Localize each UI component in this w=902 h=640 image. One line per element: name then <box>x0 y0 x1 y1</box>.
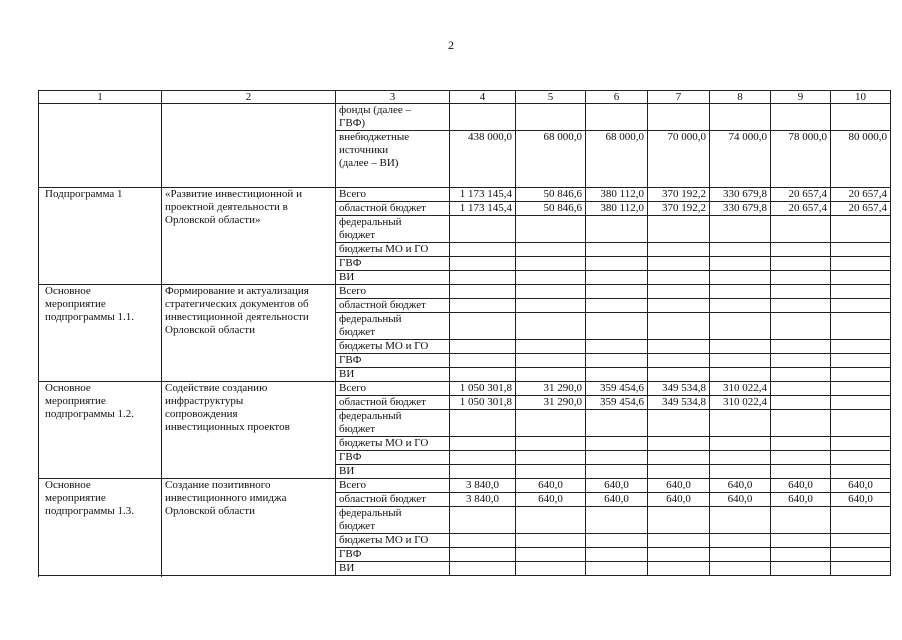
funding-source-label: областной бюджет <box>336 202 450 216</box>
value-cell: 380 112,0 <box>586 188 648 202</box>
value-cell <box>771 410 831 437</box>
funding-source-label: областной бюджет <box>336 396 450 410</box>
value-cell: 1 050 301,8 <box>450 382 516 396</box>
funding-source-label: ГВФ <box>336 257 450 271</box>
value-cell: 640,0 <box>771 479 831 493</box>
value-cell: 330 679,8 <box>710 188 771 202</box>
value-cell: 68 000,0 <box>586 131 648 188</box>
value-cell <box>586 368 648 382</box>
table-row <box>39 104 891 131</box>
value-cell <box>831 299 891 313</box>
value-cell <box>516 507 586 534</box>
value-cell <box>831 562 891 576</box>
value-cell <box>516 465 586 479</box>
column-header: 1 <box>39 91 162 104</box>
value-cell: 74 000,0 <box>710 131 771 188</box>
value-cell <box>516 437 586 451</box>
table-row <box>39 285 891 299</box>
value-cell <box>771 299 831 313</box>
value-cell <box>771 451 831 465</box>
value-cell <box>771 257 831 271</box>
value-cell <box>710 548 771 562</box>
column-header: 2 <box>162 91 336 104</box>
value-cell <box>648 340 710 354</box>
funding-source-label: федеральный бюджет <box>336 410 450 437</box>
value-cell <box>771 396 831 410</box>
value-cell <box>648 313 710 340</box>
column-header: 5 <box>516 91 586 104</box>
value-cell <box>831 340 891 354</box>
value-cell <box>710 271 771 285</box>
funding-source-label: Всего <box>336 285 450 299</box>
value-cell <box>648 271 710 285</box>
value-cell <box>586 410 648 437</box>
value-cell <box>516 216 586 243</box>
value-cell <box>648 465 710 479</box>
value-cell <box>831 243 891 257</box>
value-cell <box>516 368 586 382</box>
value-cell <box>450 548 516 562</box>
value-cell: 380 112,0 <box>586 202 648 216</box>
value-cell <box>831 534 891 548</box>
program-description-cell: Создание позитивного инвестиционного имиджа Орловской области <box>162 479 336 576</box>
value-cell <box>710 534 771 548</box>
value-cell <box>648 534 710 548</box>
value-cell <box>450 285 516 299</box>
value-cell <box>831 285 891 299</box>
value-cell <box>710 340 771 354</box>
value-cell <box>586 243 648 257</box>
value-cell <box>710 354 771 368</box>
value-cell <box>450 507 516 534</box>
value-cell <box>450 451 516 465</box>
page-number: 2 <box>448 38 454 52</box>
column-header: 9 <box>771 91 831 104</box>
funding-source-label: областной бюджет <box>336 299 450 313</box>
value-cell <box>648 368 710 382</box>
value-cell: 78 000,0 <box>771 131 831 188</box>
value-cell <box>771 368 831 382</box>
value-cell: 330 679,8 <box>710 202 771 216</box>
value-cell: 50 846,6 <box>516 188 586 202</box>
column-header: 8 <box>710 91 771 104</box>
value-cell <box>586 437 648 451</box>
value-cell <box>586 451 648 465</box>
value-cell <box>771 216 831 243</box>
value-cell <box>450 243 516 257</box>
value-cell: 1 173 145,4 <box>450 188 516 202</box>
value-cell <box>648 257 710 271</box>
value-cell <box>586 299 648 313</box>
value-cell <box>450 354 516 368</box>
value-cell: 20 657,4 <box>771 202 831 216</box>
value-cell <box>648 243 710 257</box>
value-cell <box>831 257 891 271</box>
value-cell <box>831 271 891 285</box>
value-cell <box>831 368 891 382</box>
funding-source-label: Всего <box>336 188 450 202</box>
value-cell <box>586 548 648 562</box>
value-cell: 80 000,0 <box>831 131 891 188</box>
value-cell <box>831 548 891 562</box>
value-cell: 31 290,0 <box>516 396 586 410</box>
value-cell: 68 000,0 <box>516 131 586 188</box>
value-cell <box>450 562 516 576</box>
value-cell <box>450 340 516 354</box>
value-cell <box>710 285 771 299</box>
value-cell <box>586 465 648 479</box>
value-cell <box>586 354 648 368</box>
funding-source-label: ВИ <box>336 368 450 382</box>
funding-source-label: ГВФ <box>336 354 450 368</box>
value-cell <box>710 451 771 465</box>
value-cell <box>516 299 586 313</box>
program-name-cell: Основное мероприятие подпрограммы 1.3. <box>39 479 162 576</box>
program-description-cell: «Развитие инвестиционной и проектной деятельности в Орловской области» <box>162 188 336 285</box>
value-cell <box>648 216 710 243</box>
value-cell <box>516 243 586 257</box>
value-cell <box>648 548 710 562</box>
value-cell <box>831 216 891 243</box>
funding-source-label: федеральный бюджет <box>336 216 450 243</box>
value-cell <box>771 465 831 479</box>
funding-source-label: ГВФ <box>336 548 450 562</box>
value-cell: 640,0 <box>831 493 891 507</box>
value-cell <box>516 257 586 271</box>
value-cell <box>771 271 831 285</box>
value-cell <box>771 382 831 396</box>
value-cell <box>516 534 586 548</box>
program-description-cell: Содействие созданию инфраструктуры сопровождения инвестиционных проектов <box>162 382 336 479</box>
value-cell <box>586 257 648 271</box>
program-name-cell: Основное мероприятие подпрограммы 1.2. <box>39 382 162 479</box>
value-cell <box>831 313 891 340</box>
value-cell <box>648 437 710 451</box>
value-cell: 640,0 <box>710 479 771 493</box>
value-cell <box>831 396 891 410</box>
funding-source-label: Всего <box>336 479 450 493</box>
value-cell: 20 657,4 <box>831 188 891 202</box>
value-cell <box>450 437 516 451</box>
value-cell <box>710 507 771 534</box>
value-cell <box>831 354 891 368</box>
value-cell <box>586 534 648 548</box>
value-cell <box>648 354 710 368</box>
funding-source-label: фонды (далее – ГВФ) <box>336 104 450 131</box>
value-cell: 640,0 <box>648 479 710 493</box>
value-cell <box>586 507 648 534</box>
funding-source-label: ВИ <box>336 465 450 479</box>
value-cell: 640,0 <box>516 493 586 507</box>
value-cell <box>450 271 516 285</box>
value-cell <box>771 562 831 576</box>
value-cell <box>648 451 710 465</box>
value-cell <box>450 368 516 382</box>
value-cell <box>516 340 586 354</box>
value-cell <box>710 216 771 243</box>
column-header: 6 <box>586 91 648 104</box>
funding-source-label: бюджеты МО и ГО <box>336 534 450 548</box>
value-cell: 640,0 <box>771 493 831 507</box>
value-cell <box>516 548 586 562</box>
value-cell <box>771 548 831 562</box>
value-cell: 640,0 <box>710 493 771 507</box>
value-cell <box>710 562 771 576</box>
value-cell <box>831 465 891 479</box>
value-cell <box>450 257 516 271</box>
value-cell <box>450 299 516 313</box>
value-cell <box>771 534 831 548</box>
value-cell: 31 290,0 <box>516 382 586 396</box>
funding-source-label: внебюджетные источники (далее – ВИ) <box>336 131 450 188</box>
value-cell: 1 050 301,8 <box>450 396 516 410</box>
column-number-row <box>39 91 891 104</box>
value-cell <box>516 410 586 437</box>
value-cell: 349 534,8 <box>648 396 710 410</box>
value-cell <box>710 368 771 382</box>
value-cell <box>831 507 891 534</box>
value-cell <box>831 410 891 437</box>
funding-source-label: ВИ <box>336 271 450 285</box>
value-cell: 640,0 <box>586 493 648 507</box>
value-cell <box>516 313 586 340</box>
value-cell <box>710 437 771 451</box>
value-cell <box>710 313 771 340</box>
value-cell <box>516 354 586 368</box>
value-cell: 359 454,6 <box>586 396 648 410</box>
value-cell <box>710 465 771 479</box>
value-cell <box>710 243 771 257</box>
value-cell <box>516 271 586 285</box>
table-row <box>39 382 891 396</box>
value-cell <box>771 340 831 354</box>
value-cell: 640,0 <box>586 479 648 493</box>
table-row <box>39 188 891 202</box>
value-cell <box>450 410 516 437</box>
value-cell: 640,0 <box>831 479 891 493</box>
value-cell: 3 840,0 <box>450 493 516 507</box>
value-cell: 370 192,2 <box>648 188 710 202</box>
value-cell: 349 534,8 <box>648 382 710 396</box>
value-cell <box>771 243 831 257</box>
value-cell <box>586 562 648 576</box>
value-cell <box>450 465 516 479</box>
value-cell <box>710 299 771 313</box>
program-name-cell: Подпрограмма 1 <box>39 188 162 285</box>
funding-source-label: областной бюджет <box>336 493 450 507</box>
value-cell <box>648 410 710 437</box>
value-cell <box>648 507 710 534</box>
value-cell <box>450 216 516 243</box>
value-cell <box>831 437 891 451</box>
value-cell <box>771 285 831 299</box>
column-header: 7 <box>648 91 710 104</box>
program-name-cell: Основное мероприятие подпрограммы 1.1. <box>39 285 162 382</box>
funding-source-label: бюджеты МО и ГО <box>336 340 450 354</box>
value-cell <box>648 299 710 313</box>
budget-table <box>38 90 891 576</box>
value-cell: 310 022,4 <box>710 396 771 410</box>
funding-source-label: ГВФ <box>336 451 450 465</box>
value-cell <box>586 216 648 243</box>
value-cell <box>516 562 586 576</box>
value-cell: 20 657,4 <box>771 188 831 202</box>
value-cell: 640,0 <box>648 493 710 507</box>
value-cell <box>771 507 831 534</box>
continuation-col2-cell <box>162 104 336 188</box>
value-cell <box>586 340 648 354</box>
column-header: 4 <box>450 91 516 104</box>
program-description-cell: Формирование и актуализация стратегических документов об инвестиционной деятельности Орловской области <box>162 285 336 382</box>
value-cell <box>516 285 586 299</box>
funding-source-label: федеральный бюджет <box>336 507 450 534</box>
funding-source-label: бюджеты МО и ГО <box>336 437 450 451</box>
value-cell <box>450 534 516 548</box>
value-cell: 70 000,0 <box>648 131 710 188</box>
value-cell <box>771 354 831 368</box>
value-cell: 359 454,6 <box>586 382 648 396</box>
funding-source-label: федеральный бюджет <box>336 313 450 340</box>
value-cell: 370 192,2 <box>648 202 710 216</box>
value-cell: 20 657,4 <box>831 202 891 216</box>
value-cell <box>771 437 831 451</box>
value-cell <box>710 257 771 271</box>
value-cell: 50 846,6 <box>516 202 586 216</box>
value-cell: 640,0 <box>516 479 586 493</box>
continuation-col1-cell <box>39 104 162 188</box>
value-cell: 3 840,0 <box>450 479 516 493</box>
value-cell <box>771 313 831 340</box>
funding-source-label: Всего <box>336 382 450 396</box>
value-cell <box>831 451 891 465</box>
value-cell: 438 000,0 <box>450 131 516 188</box>
column-header: 10 <box>831 91 891 104</box>
value-cell <box>586 271 648 285</box>
value-cell <box>648 285 710 299</box>
funding-source-label: бюджеты МО и ГО <box>336 243 450 257</box>
value-cell <box>710 410 771 437</box>
value-cell <box>586 285 648 299</box>
value-cell <box>648 562 710 576</box>
value-cell <box>831 382 891 396</box>
value-cell <box>516 451 586 465</box>
value-cell: 310 022,4 <box>710 382 771 396</box>
value-cell <box>450 313 516 340</box>
table-row <box>39 479 891 493</box>
funding-source-label: ВИ <box>336 562 450 576</box>
value-cell <box>586 313 648 340</box>
column-header: 3 <box>336 91 450 104</box>
value-cell: 1 173 145,4 <box>450 202 516 216</box>
